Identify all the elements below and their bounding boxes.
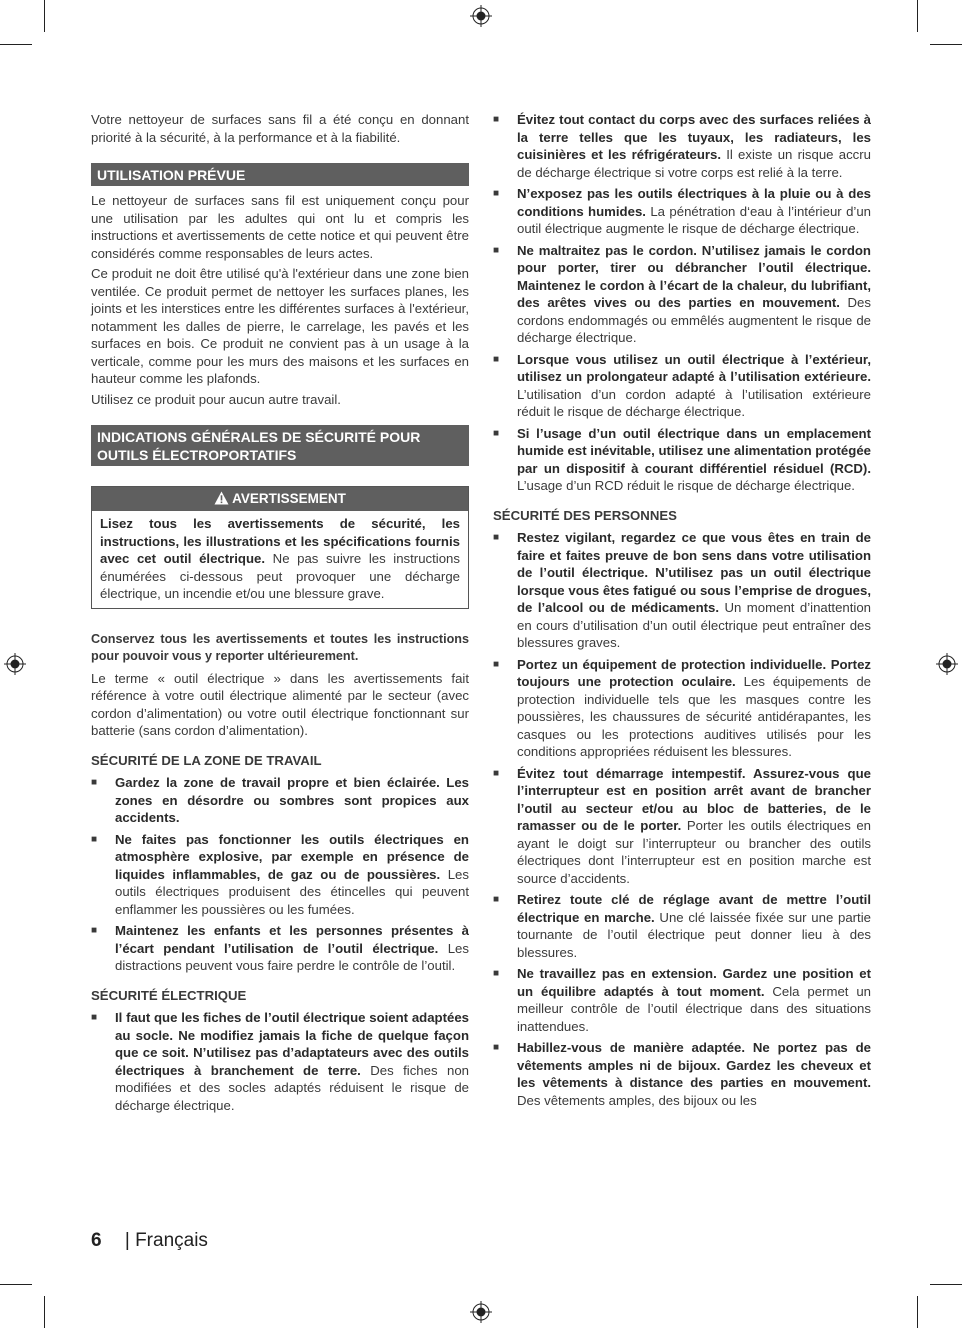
keep-instructions-text: Conservez tous les avertissements et toutes les instructions pour pouvoir vous y reporter ultérieurement.	[91, 631, 469, 663]
personal-safety-list	[493, 529, 871, 1109]
term-definition-text: Le terme « outil électrique » dans les avertissements fait référence à votre outil électrique alimenté par le secteur (avec cordon d’alimentation) ou votre outil électrique fonctionnant sur batterie (sans cordon d’alimentation).	[91, 670, 469, 738]
electrical-list-continued	[493, 111, 871, 495]
warning-box	[91, 486, 469, 609]
electrical-list	[91, 1009, 469, 1114]
registration-mark-icon	[936, 653, 958, 675]
warning-bold-text: Lisez tous les avertissements de sécurité, les instructions, les illustrations et les spécifications fournis avec cet outil électrique.	[100, 516, 460, 566]
usage-heading: UTILISATION PRÉVUE	[91, 163, 469, 186]
list-item: ■ Ne maltraitez pas le cordon. N’utilisez jamais le cordon pour porter, tirer ou débrancher l’outil électrique. Maintenez le cordon à l’écart de la chaleur, du lubrifiant, des arêtes vives ou des parties en mouvement. Des cordons endommagés ou emmêlés augmentent le risque de décharge électrique.	[493, 242, 871, 345]
bullet-icon: ■	[493, 767, 500, 779]
crop-mark	[0, 1284, 32, 1285]
usage-paragraph: Utilisez ce produit pour aucun autre travail.	[91, 391, 341, 407]
bullet-icon: ■	[493, 894, 500, 905]
bullet-icon: ■	[493, 1042, 500, 1053]
bullet-icon: ■	[493, 427, 500, 439]
list-item: ■ Évitez tout démarrage intempestif. Assurez-vous que l’interrupteur est en position arrêt avant de brancher l’outil au secteur et/ou au bloc de batteries, de le ramasser ou de le porter. Porter les outils électriques en ayant le doigt sur l’interrupteur ou brancher des outils électriques dont l’interrupteur est en position marche est source d’accidents.	[493, 765, 871, 886]
registration-mark-icon	[470, 5, 492, 27]
warning-text: Ne pas suivre les instructions énumérées ci-dessous peut provoquer une décharge électrique, un incendie et/ou une blessure grave.	[100, 551, 460, 601]
list-item: ■ Maintenez les enfants et les personnes présentes à l’écart pendant l’utilisation de l’outil électrique. Les distractions peuvent vous faire perdre le contrôle de l’outil.	[91, 923, 469, 973]
bullet-icon: ■	[493, 968, 500, 979]
list-item: ■ Il faut que les fiches de l’outil électrique soient adaptées au socle. Ne modifiez jamais la fiche de quelque façon que ce soit. N’utilisez pas d’adaptateurs avec des outils électriques à branchement de terre. Des fiches non modifiées et des socles adaptés réduisent le risque de décharge électrique.	[91, 1010, 469, 1113]
usage-paragraph: Le nettoyeur de surfaces sans fil est uniquement conçu pour une utilisation par les adultes qui ont lu et compris les instructions et avertissements de cette notice et qui peuvent être considérés comme responsables de leurs actes.	[91, 193, 469, 261]
list-item: ■ Retirez toute clé de réglage avant de mettre l’outil électrique en marche. Une clé laissée fixée sur une partie tournante de l’outil électrique peut donner lieu à des blessures.	[493, 892, 871, 960]
list-item: ■ N’exposez pas les outils électriques à la pluie ou à des conditions humides. La pénétration d‘eau à l’intérieur d’un outil électrique augmente le risque de décharge électrique.	[493, 186, 871, 236]
list-item: ■ Lorsque vous utilisez un outil électrique à l’extérieur, utilisez un prolongateur adapté à l’utilisation extérieure. L’utilisation d’un cordon adapté à l’utilisation extérieure réduit le risque de décharge électrique.	[493, 351, 871, 419]
personal-safety-heading: SÉCURITÉ DES PERSONNES	[493, 507, 677, 523]
list-item: ■ Habillez-vous de manière adaptée. Ne portez pas de vêtements amples ni de bijoux. Gardez les cheveux et les vêtements à distance des parties en mouvement. Des vêtements amples, des bijoux ou les	[493, 1040, 871, 1108]
list-item: ■ Évitez tout contact du corps avec des surfaces reliées à la terre telles que les tuyaux, les radiateurs, les cuisinières et les réfrigérateurs. Il existe un risque accru de décharge électrique si votre corps est relié à la terre.	[493, 112, 871, 180]
bullet-icon: ■	[493, 114, 500, 125]
warning-body	[92, 511, 468, 608]
list-item: ■ Portez un équipement de protection individuelle. Portez toujours une protection oculaire. Les équipements de protection individuelle tels que les masques contre les poussières, les chaussures de sécurité antidérapantes, les casques ou les protections auditives utilisés pour les conditions appropriées réduisent les blessures.	[493, 656, 872, 759]
bullet-icon: ■	[91, 833, 98, 845]
crop-mark	[44, 0, 45, 32]
language-label: | Français	[124, 1230, 208, 1251]
crop-mark	[930, 44, 962, 45]
crop-mark	[930, 1284, 962, 1285]
list-item: ■ Ne faites pas fonctionner les outils électriques en atmosphère explosive, par exemple en présence de liquides inflammables, de gaz ou de poussières. Les outils électriques produisent des étincelles qui peuvent enflammer les poussières ou les fumées.	[91, 831, 469, 917]
list-item: ■ Gardez la zone de travail propre et bien éclairée. Les zones en désordre ou sombres sont propices aux accidents.	[91, 775, 469, 825]
crop-mark	[0, 44, 32, 45]
bullet-icon: ■	[493, 532, 500, 543]
warning-header	[92, 487, 468, 511]
usage-paragraph: Ce produit ne doit être utilisé qu'à l'extérieur dans une zone bien ventilée. Ce produit permet de nettoyer les surfaces planes, les joints et les interstices entre les différentes surfaces à l'extérieur, notamment les dalles de pierre, le carrelage, les pavés et les surfaces en bois. Ce produit ne convient pas à un usage à la verticale, comme pour les murs des maisons et les surfaces en hauteur comme les plafonds.	[91, 266, 469, 386]
registration-mark-icon	[4, 653, 26, 675]
warning-label: AVERTISSEMENT	[232, 491, 346, 506]
bullet-icon: ■	[91, 925, 98, 936]
bullet-icon: ■	[91, 1012, 98, 1023]
list-item: ■ Si l’usage d’un outil électrique dans un emplacement humide est inévitable, utilisez une alimentation protégée par un dispositif à courant différentiel résiduel (RCD). L’usage d’un RCD réduit le risque de décharge électrique.	[493, 425, 871, 493]
work-area-list	[91, 774, 469, 975]
list-item: ■ Restez vigilant, regardez ce que vous êtes en train de faire et faites preuve de bon sens dans votre utilisation de l’outil électrique. N’utilisez pas un outil électrique lorsque vous êtes fatigué ou sous l’emprise de drogues, de l’alcool ou de médicaments. Un moment d’inattention en cours d’utilisation d’un outil électrique peut entraîner des blessures graves.	[493, 530, 872, 650]
general-safety-heading: INDICATIONS GÉNÉRALES DE SÉCURITÉ POUR OUTILS ÉLECTROPORTATIFS	[91, 425, 469, 466]
registration-mark-icon	[470, 1301, 492, 1323]
right-column	[493, 111, 871, 1113]
work-area-heading: SÉCURITÉ DE LA ZONE DE TRAVAIL	[91, 752, 322, 768]
page-footer	[91, 1230, 208, 1252]
crop-mark	[44, 1296, 45, 1328]
crop-mark	[917, 0, 918, 32]
crop-mark	[917, 1296, 918, 1328]
intro-text: Votre nettoyeur de surfaces sans fil a été conçu en donnant priorité à la sécurité, à la performance et à la fiabilité.	[91, 112, 469, 145]
bullet-icon: ■	[493, 353, 500, 365]
bullet-icon: ■	[493, 658, 500, 670]
electrical-heading: SÉCURITÉ ÉLECTRIQUE	[91, 987, 247, 1003]
page-number: 6	[91, 1230, 102, 1251]
left-column	[91, 111, 469, 1118]
warning-triangle-icon	[214, 491, 229, 505]
bullet-icon: ■	[493, 188, 500, 199]
list-item: ■ Ne travaillez pas en extension. Gardez une position et un équilibre adaptés à tout moment. Cela permet un meilleur contrôle de l’outil électrique dans des situations inattendues.	[493, 966, 871, 1034]
bullet-icon: ■	[493, 244, 500, 256]
bullet-icon: ■	[91, 777, 98, 788]
